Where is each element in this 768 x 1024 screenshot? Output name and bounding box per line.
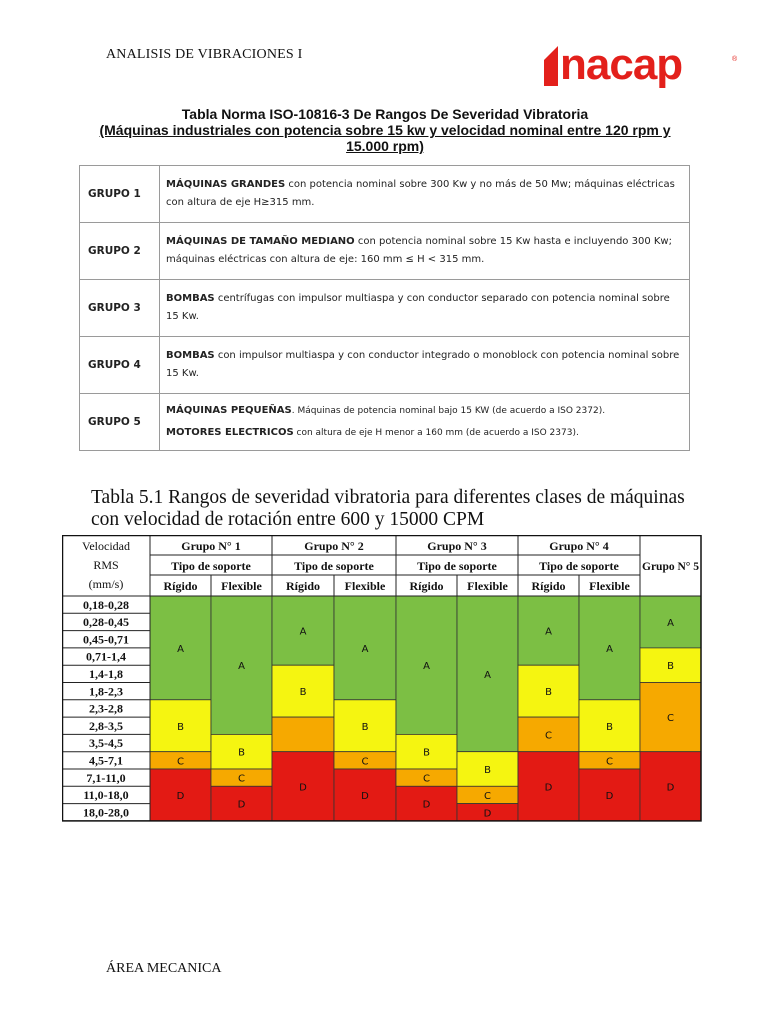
zone-label: A [238, 661, 245, 673]
group-label: GRUPO 2 [80, 223, 160, 280]
logo-registered-mark: ® [732, 56, 738, 63]
velocity-range-label: 0,45-0,71 [83, 632, 129, 647]
zone-label: B [299, 687, 307, 699]
zone-label: B [177, 721, 184, 733]
group-description [160, 394, 690, 451]
group-description-line [166, 290, 683, 326]
zone-label: C [667, 713, 674, 725]
zone-label: B [606, 721, 613, 733]
support-rigid-label: Rígido [409, 579, 444, 593]
velocity-range-label: 1,4-1,8 [89, 667, 123, 681]
velocity-range-label: 1,8-2,3 [89, 684, 123, 699]
zone-label: C [361, 756, 369, 768]
zone-label: B [484, 765, 491, 776]
group-row [80, 223, 690, 280]
group-description-bold: BOMBAS [166, 350, 215, 361]
zone-label: C [606, 756, 613, 768]
zone-label: B [238, 747, 245, 759]
zone-label: D [176, 790, 185, 802]
zone-label: C [423, 773, 430, 785]
group-description-bold: MOTORES ELECTRICOS [166, 427, 294, 438]
group-header-label: Grupo N° 3 [427, 539, 487, 553]
group-label: GRUPO 5 [80, 394, 160, 451]
support-type-label: Tipo de soporte [294, 559, 374, 573]
velocity-range-label: 3,5-4,5 [89, 736, 123, 751]
support-flexible-label: Flexible [344, 579, 386, 593]
velocity-range-label: 18,0-28,0 [83, 805, 129, 820]
velocity-range-label: 11,0-18,0 [83, 788, 129, 803]
group-description-bold: MÁQUINAS GRANDES [166, 179, 286, 190]
support-rigid-label: Rígido [531, 579, 566, 593]
group-description-line [166, 347, 683, 383]
support-rigid-label: Rígido [163, 579, 198, 593]
zone-C-cell [272, 717, 334, 752]
document-header-title: ANALISIS DE VIBRACIONES I [106, 47, 303, 62]
table-5-1-caption: Tabla 5.1 Rangos de severidad vibratoria para diferentes clases de máquinas con velocidad de rotación entre 600 y 15000 CPM [91, 487, 685, 530]
group-label: GRUPO 3 [80, 280, 160, 337]
group-description [160, 223, 690, 280]
group-description-bold: BOMBAS [166, 293, 215, 304]
logo-wordmark: nacap [560, 40, 683, 89]
group-row [80, 394, 690, 451]
zone-label: A [423, 661, 430, 673]
velocity-header-line: Velocidad [82, 539, 130, 553]
velocity-range-label: 0,18-0,28 [83, 597, 129, 612]
support-type-label: Tipo de soporte [417, 559, 497, 573]
group-row [80, 166, 690, 223]
zone-label: D [361, 790, 369, 802]
support-flexible-label: Flexible [589, 579, 630, 593]
group-label: GRUPO 4 [80, 337, 160, 394]
zone-label: B [361, 721, 369, 733]
velocity-range-label: 0,71-1,4 [86, 649, 126, 664]
support-flexible-label: Flexible [221, 579, 262, 593]
zone-label: C [484, 790, 491, 802]
group-description-bold: MÁQUINAS DE TAMAÑO MEDIANO [166, 236, 355, 247]
severity-ranges-table [62, 535, 702, 853]
velocity-range-label: 0,28-0,45 [83, 615, 129, 630]
support-rigid-label: Rígido [285, 579, 321, 593]
support-type-label: Tipo de soporte [171, 559, 251, 573]
group-description-text: con potencia nominal sobre 15 Kw hasta e incluyendo 300 Kw; máquinas eléctricas con altura de eje: 160 mm ≤ H < 315 mm. [166, 236, 672, 265]
zone-label: A [484, 669, 491, 681]
zone-label: D [544, 782, 553, 794]
zone-label: B [545, 687, 552, 699]
zone-label: D [605, 790, 614, 802]
zone-label: A [299, 626, 307, 638]
zone-label: D [483, 808, 492, 820]
zone-label: D [666, 782, 675, 794]
group-description-line [166, 402, 683, 420]
page-footer: ÁREA MECANICA [106, 961, 222, 976]
zone-label: A [667, 617, 674, 629]
group-description-bold: MÁQUINAS PEQUEÑAS [166, 405, 292, 416]
zone-label: C [545, 730, 552, 742]
inacap-logo [544, 40, 744, 89]
group-label: GRUPO 1 [80, 166, 160, 223]
group-row [80, 280, 690, 337]
zone-label: A [545, 626, 552, 638]
group-header-label: Grupo N° 5 [642, 561, 699, 573]
iso-groups-table [79, 165, 690, 451]
zone-label: D [422, 799, 431, 811]
group-description-text: . Máquinas de potencia nominal bajo 15 KW (de acuerdo a ISO 2372). [291, 406, 606, 416]
velocity-range-label: 2,3-2,8 [89, 701, 123, 716]
velocity-header-line: (mm/s) [88, 577, 124, 591]
iso-table-title [80, 106, 690, 154]
zone-label: C [238, 773, 245, 785]
zone-label: B [423, 747, 430, 759]
group-description-text: con altura de eje H menor a 160 mm (de acuerdo a ISO 2373). [293, 428, 579, 438]
group-description-line [166, 424, 683, 442]
group-header-label: Grupo N° 4 [549, 539, 609, 553]
logo-i-mark-icon [544, 46, 558, 86]
velocity-header-line: RMS [93, 558, 119, 572]
zone-label: D [299, 782, 307, 794]
zone-label: C [177, 756, 184, 768]
group-description-text: con potencia nominal sobre 300 Kw y no más de 50 Mw; máquinas eléctricas con altura de eje H≥315 mm. [166, 179, 675, 208]
zone-label: A [177, 643, 184, 655]
zone-label: B [667, 661, 674, 673]
group-header-label: Grupo N° 1 [181, 539, 241, 553]
group-description [160, 337, 690, 394]
velocity-range-label: 4,5-7,1 [89, 753, 123, 768]
zone-label: D [237, 799, 246, 811]
group-description-text: con impulsor multiaspa y con conductor integrado o monoblock con potencia nominal sobre 15 Kw. [166, 350, 680, 379]
group-description-text: centrífugas con impulsor multiaspa y con conductor separado con potencia nominal sobre 15 Kw. [166, 293, 670, 322]
support-type-label: Tipo de soporte [539, 559, 619, 573]
velocity-range-label: 2,8-3,5 [89, 718, 123, 733]
iso-title-line1: Tabla Norma ISO-10816-3 De Rangos De Severidad Vibratoria [181, 106, 589, 122]
group-description-line [166, 176, 683, 212]
support-flexible-label: Flexible [467, 579, 508, 593]
zone-label: A [606, 643, 613, 655]
iso-title-line2: (Máquinas industriales con potencia sobre 15 kw y velocidad nominal entre 120 rpm y 15.000 rpm) [99, 122, 671, 154]
group-header-label: Grupo N° 2 [304, 539, 364, 553]
group-row [80, 337, 690, 394]
group-description-line [166, 233, 683, 269]
group-description [160, 280, 690, 337]
zone-label: A [361, 643, 369, 655]
velocity-range-label: 7,1-11,0 [86, 770, 126, 785]
group-description [160, 166, 690, 223]
